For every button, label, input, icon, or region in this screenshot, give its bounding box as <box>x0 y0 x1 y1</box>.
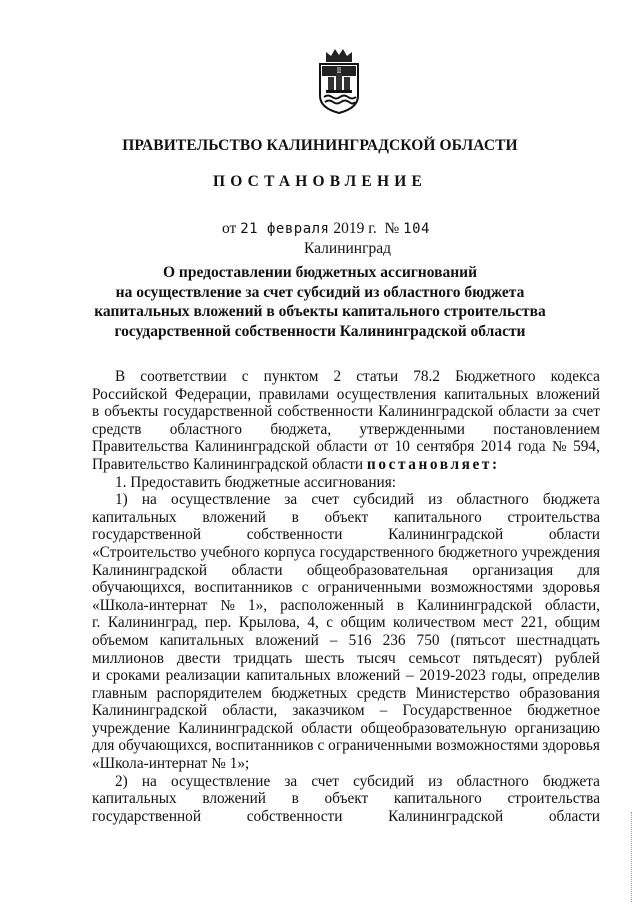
title-line: О предоставлении бюджетных ассигнований <box>162 264 477 281</box>
body-word: 2014 <box>480 438 512 456</box>
body-word: № <box>552 438 567 456</box>
body-word: учреждение <box>92 719 171 737</box>
body-word: в <box>291 790 299 808</box>
body-word: для <box>577 561 600 579</box>
body-word: заказчиком <box>292 702 365 720</box>
body-word: объекты <box>104 403 159 421</box>
body-word: строительства <box>507 508 600 526</box>
coat-of-arms-emblem <box>314 46 364 116</box>
body-word: Калининград, <box>107 614 198 632</box>
body-line <box>92 474 600 492</box>
city: Калининград <box>304 240 391 257</box>
body-word: капитальных <box>246 667 331 685</box>
body-word: организацию <box>514 719 600 737</box>
body-word: 2019-2023 <box>419 667 486 685</box>
body-line <box>92 632 600 650</box>
body-word: государственной <box>92 526 202 544</box>
body-line-resolves <box>92 456 600 474</box>
body-word: капитальных <box>443 385 529 403</box>
body-line <box>92 421 600 439</box>
body-word: счет <box>572 403 600 421</box>
body-word: рублей <box>555 649 600 667</box>
resolves-subject: Правительство Калининградской области <box>92 455 364 473</box>
body-word: капитальных <box>92 508 177 526</box>
document-body <box>92 368 600 825</box>
body-word: государственной <box>92 807 202 825</box>
body-word: объемом <box>92 631 149 649</box>
body-word: учреждения <box>521 543 600 561</box>
body-word: двести <box>176 649 221 667</box>
body-word: – <box>379 702 388 720</box>
body-word: Бюджетного <box>455 368 536 385</box>
body-word: воспитанников <box>215 737 314 755</box>
body-word: общеобразовательную <box>360 719 507 737</box>
title-line: капитальных вложений в объекты капитального строительства <box>94 303 546 320</box>
body-word: статьи <box>356 368 399 385</box>
body-line <box>92 544 600 562</box>
body-word: средств <box>356 684 407 702</box>
body-word: вложений <box>336 667 401 685</box>
body-word: Российской <box>92 385 168 403</box>
body-word: мест <box>482 614 514 632</box>
body-word: кодекса <box>550 368 600 385</box>
body-word: государственного <box>319 543 434 561</box>
body-word: обучающихся, <box>92 579 186 597</box>
body-word: количеством <box>393 614 476 632</box>
body-word: возможностями <box>430 579 534 597</box>
body-word: областного <box>169 420 243 438</box>
body-line <box>92 667 600 685</box>
body-word: Калининградской <box>416 596 533 614</box>
body-word: расположенный <box>280 596 384 614</box>
body-word: за <box>284 491 298 509</box>
body-word: В <box>115 368 126 385</box>
body-word: для <box>92 737 115 755</box>
body-word: области <box>498 403 550 421</box>
body-word: ограниченными <box>328 737 432 755</box>
body-word: 1», <box>247 596 268 614</box>
body-word: Калининградской <box>92 702 208 720</box>
body-word: вложений <box>255 631 319 649</box>
body-line-text: «Школа-интернат № 1»; <box>92 755 250 773</box>
body-line <box>92 685 600 703</box>
body-word: в <box>92 403 100 421</box>
body-word: «Школа-интернат <box>92 596 208 614</box>
body-word: 78.2 <box>413 368 441 385</box>
body-line <box>92 808 600 826</box>
body-word: образования <box>519 684 600 702</box>
body-word: сентября <box>416 438 475 456</box>
body-word: года <box>517 438 546 456</box>
body-word: в <box>291 508 299 526</box>
body-word: организация <box>472 561 554 579</box>
body-word: Правительства <box>92 438 189 456</box>
body-word: общим <box>554 614 600 632</box>
body-line <box>92 790 600 808</box>
body-word: области <box>316 438 368 456</box>
body-word: возможностями <box>435 737 539 755</box>
body-word: пятьдесят) <box>472 649 543 667</box>
body-word: Государственное <box>402 702 512 720</box>
body-line <box>92 562 600 580</box>
date-year: 2019 г. <box>333 220 377 237</box>
body-line <box>92 403 600 421</box>
body-line <box>92 614 600 632</box>
body-word: – <box>406 667 414 685</box>
body-word: собственности <box>246 807 343 825</box>
body-word: субсидий <box>353 772 415 790</box>
body-word: 750 <box>416 631 440 649</box>
date-value: 21 февраля <box>240 221 330 237</box>
body-line-text: 1. Предоставить бюджетные ассигнования: <box>115 473 397 491</box>
body-word: с <box>241 368 249 385</box>
body-word: капитального <box>393 508 482 526</box>
body-line <box>92 755 600 773</box>
body-word: Крылова, <box>238 614 300 632</box>
body-word: 516 <box>348 631 372 649</box>
body-line <box>92 526 600 544</box>
body-word: областного <box>456 772 529 790</box>
body-line <box>92 386 600 404</box>
body-word: миллионов <box>92 649 165 667</box>
body-word: за <box>554 403 568 421</box>
body-word: капитального <box>393 790 482 808</box>
body-word: с <box>326 614 334 632</box>
body-word: области <box>548 526 600 544</box>
body-line <box>92 491 600 509</box>
body-word: главным <box>92 684 148 702</box>
scan-edge-mark <box>631 812 638 902</box>
body-word: 2) <box>115 772 128 790</box>
body-word: 4, <box>307 614 319 632</box>
body-word: пер. <box>204 614 232 632</box>
body-word: области <box>231 561 283 579</box>
body-line <box>92 737 600 755</box>
document-title <box>90 263 550 341</box>
body-word: с <box>317 737 325 755</box>
body-word: шестнадцать <box>516 631 600 649</box>
body-word: здоровья <box>542 737 600 755</box>
government-name: ПРАВИТЕЛЬСТВО КАЛИНИНГРАДСКОЙ ОБЛАСТИ <box>122 137 518 154</box>
body-word: бюджетных <box>271 684 348 702</box>
title-line: на осуществление за счет субсидий из областного бюджета <box>115 283 525 301</box>
body-word: 2 <box>333 368 342 385</box>
body-word: бюджета <box>542 491 600 509</box>
date-prefix: от <box>222 220 237 237</box>
body-word: области, <box>222 702 278 720</box>
body-word: бюджетное <box>527 702 600 720</box>
body-word: № <box>220 596 236 614</box>
body-word: тридцать <box>233 649 293 667</box>
body-word: вложений <box>202 508 266 526</box>
body-word: с <box>301 579 309 597</box>
body-word: распорядителем <box>156 684 262 702</box>
body-word: и <box>92 667 101 685</box>
body-word: 236 <box>382 631 406 649</box>
body-word: Калининградской <box>388 807 504 825</box>
body-line <box>92 650 600 668</box>
body-word: здоровья <box>542 579 600 597</box>
body-word: субсидий <box>353 491 415 509</box>
body-line <box>92 597 600 615</box>
body-word: собственности <box>246 526 343 544</box>
body-word: (пятьсот <box>450 631 506 649</box>
body-word: 10 <box>394 438 410 456</box>
body-word: счет <box>311 772 339 790</box>
body-word: от <box>373 438 389 456</box>
body-word: осуществление <box>170 491 271 509</box>
body-word: на <box>141 491 157 509</box>
body-word: государственной <box>163 403 273 421</box>
body-word: области, <box>545 596 600 614</box>
body-word: осуществление <box>170 772 271 790</box>
body-word: Калининградской <box>194 438 310 456</box>
body-word: 221, <box>520 614 548 632</box>
body-word: годы, <box>491 667 527 685</box>
body-word: тысяч <box>357 649 396 667</box>
body-word: на <box>141 772 157 790</box>
body-word: вложений <box>536 385 600 403</box>
body-word: воспитанников <box>194 579 293 597</box>
body-word: в <box>396 596 405 614</box>
body-word: Министерство <box>415 684 510 702</box>
body-word: соответствии <box>140 368 227 385</box>
body-word: осуществления <box>336 385 437 403</box>
title-line: государственной собственности Калининградской области <box>114 322 526 340</box>
body-word: сроками <box>105 667 160 685</box>
body-word: Калининградской <box>178 719 294 737</box>
body-word: «Строительство <box>92 543 197 561</box>
body-word: пунктом <box>263 368 319 385</box>
body-word: области <box>301 719 353 737</box>
body-line <box>92 702 600 720</box>
body-word: области <box>548 807 600 825</box>
body-word: правилами <box>258 385 330 403</box>
body-word: капитальных <box>92 790 177 808</box>
body-word: ограниченными <box>317 579 422 597</box>
body-word: из <box>428 772 443 790</box>
body-word: за <box>284 772 298 790</box>
body-word: Калининградской <box>388 526 504 544</box>
body-word: обучающихся, <box>118 737 212 755</box>
body-word: 594, <box>573 438 600 456</box>
body-word: объект <box>324 790 369 808</box>
body-word: областного <box>456 491 529 509</box>
body-word: из <box>428 491 443 509</box>
body-word: корпуса <box>263 543 316 561</box>
body-word: утвержденными <box>359 420 465 438</box>
body-word: 1) <box>115 491 128 509</box>
svg-text:Ⅱ: Ⅱ <box>336 67 342 75</box>
body-line <box>92 368 600 386</box>
body-word: Федерации, <box>175 385 252 403</box>
document-date-line <box>222 220 430 238</box>
body-word: постановлением <box>493 420 600 438</box>
body-line <box>92 579 600 597</box>
body-word: Калининградской <box>92 561 208 579</box>
body-word: бюджетного <box>438 543 518 561</box>
body-word: счет <box>311 491 339 509</box>
body-word: вложений <box>202 790 266 808</box>
body-word: бюджета, <box>270 420 332 438</box>
body-word: средств <box>92 420 142 438</box>
body-word: семьсот <box>408 649 460 667</box>
body-word: общим <box>340 614 386 632</box>
body-word: учебного <box>200 543 260 561</box>
number-prefix: № <box>384 220 400 237</box>
body-word: г. <box>92 614 101 632</box>
body-word: – <box>329 631 338 649</box>
body-word: реализации <box>165 667 241 685</box>
body-line <box>92 509 600 527</box>
body-word: собственности <box>277 403 374 421</box>
body-word: шесть <box>305 649 345 667</box>
document-number: 104 <box>403 221 430 237</box>
body-word: бюджета <box>542 772 600 790</box>
resolves-keyword: постановляет: <box>366 455 500 473</box>
body-word: капитальных <box>159 631 245 649</box>
document-type: ПОСТАНОВЛЕНИЕ <box>212 173 428 190</box>
body-line <box>92 720 600 738</box>
body-word: определив <box>532 667 600 685</box>
body-word: строительства <box>507 790 600 808</box>
body-word: общеобразовательная <box>306 561 448 579</box>
body-line <box>92 773 600 791</box>
body-line <box>92 438 600 456</box>
body-word: Калининградской <box>378 403 494 421</box>
body-word: объект <box>324 508 369 526</box>
